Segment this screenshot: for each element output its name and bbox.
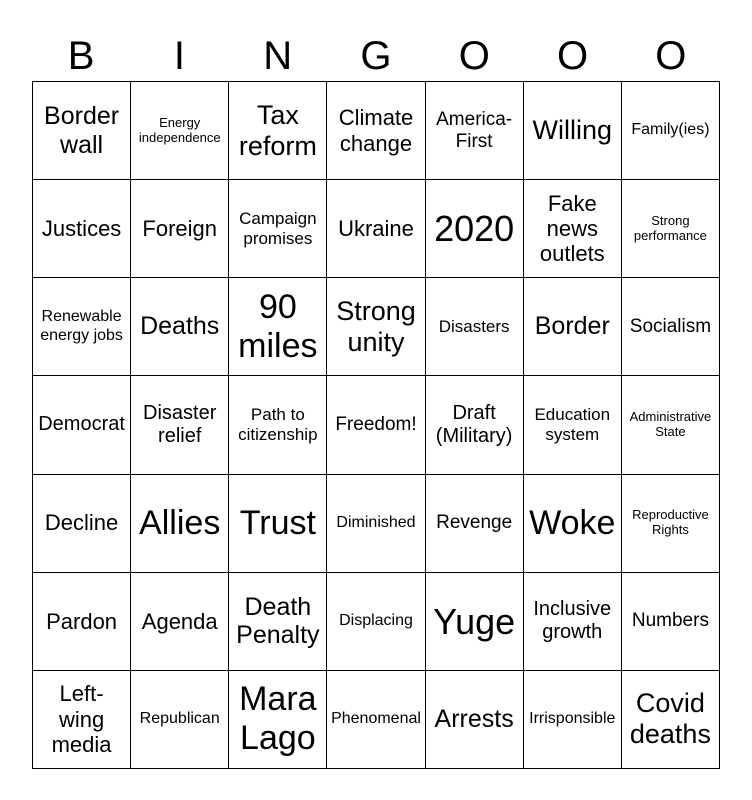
- bingo-cell[interactable]: Path to citizenship: [229, 376, 327, 474]
- bingo-cell[interactable]: Mara Lago: [229, 671, 327, 769]
- bingo-cell[interactable]: Tax reform: [229, 82, 327, 180]
- bingo-cell[interactable]: Border: [524, 278, 622, 376]
- bingo-cell[interactable]: Disasters: [426, 278, 524, 376]
- bingo-cell[interactable]: Fake news outlets: [524, 180, 622, 278]
- bingo-cell[interactable]: Diminished: [327, 475, 425, 573]
- bingo-cell[interactable]: Covid deaths: [622, 671, 720, 769]
- bingo-cell[interactable]: Draft (Military): [426, 376, 524, 474]
- bingo-cell[interactable]: 2020: [426, 180, 524, 278]
- bingo-cell[interactable]: Administrative State: [622, 376, 720, 474]
- bingo-cell[interactable]: Woke: [524, 475, 622, 573]
- header-letter-g: G: [360, 34, 392, 78]
- bingo-cell[interactable]: Displacing: [327, 573, 425, 671]
- bingo-cell[interactable]: Republican: [131, 671, 229, 769]
- bingo-cell[interactable]: Climate change: [327, 82, 425, 180]
- bingo-cell[interactable]: Irrisponsible: [524, 671, 622, 769]
- bingo-cell[interactable]: Left-wing media: [33, 671, 131, 769]
- bingo-cell[interactable]: Renewable energy jobs: [33, 278, 131, 376]
- bingo-cell[interactable]: Decline: [33, 475, 131, 573]
- bingo-cell[interactable]: Numbers: [622, 573, 720, 671]
- bingo-cell[interactable]: 90 miles: [229, 278, 327, 376]
- bingo-cell[interactable]: Border wall: [33, 82, 131, 180]
- bingo-cell[interactable]: Ukraine: [327, 180, 425, 278]
- bingo-cell[interactable]: Strong performance: [622, 180, 720, 278]
- bingo-cell[interactable]: Death Penalty: [229, 573, 327, 671]
- bingo-cell[interactable]: Arrests: [426, 671, 524, 769]
- header-letter-o-3: O: [655, 34, 687, 78]
- bingo-cell[interactable]: Phenomenal: [327, 671, 425, 769]
- bingo-cell[interactable]: Socialism: [622, 278, 720, 376]
- bingo-cell[interactable]: Strong unity: [327, 278, 425, 376]
- bingo-cell[interactable]: Reproductive Rights: [622, 475, 720, 573]
- bingo-cell[interactable]: Yuge: [426, 573, 524, 671]
- bingo-header: [32, 30, 720, 82]
- bingo-cell[interactable]: Revenge: [426, 475, 524, 573]
- bingo-cell[interactable]: Education system: [524, 376, 622, 474]
- bingo-cell[interactable]: Democrat: [33, 376, 131, 474]
- bingo-cell[interactable]: Disaster relief: [131, 376, 229, 474]
- bingo-cell[interactable]: Campaign promises: [229, 180, 327, 278]
- bingo-cell[interactable]: Inclusive growth: [524, 573, 622, 671]
- bingo-cell[interactable]: Family(ies): [622, 82, 720, 180]
- header-letter-n: N: [263, 34, 293, 78]
- bingo-cell[interactable]: Willing: [524, 82, 622, 180]
- header-letter-o-1: O: [458, 34, 490, 78]
- bingo-cell[interactable]: Freedom!: [327, 376, 425, 474]
- header-letter-i: I: [173, 34, 185, 78]
- bingo-cell[interactable]: Energy independence: [131, 82, 229, 180]
- bingo-cell[interactable]: Foreign: [131, 180, 229, 278]
- bingo-cell[interactable]: America-First: [426, 82, 524, 180]
- bingo-cell[interactable]: Deaths: [131, 278, 229, 376]
- bingo-cell[interactable]: Pardon: [33, 573, 131, 671]
- header-letter-b: B: [67, 34, 95, 78]
- bingo-cell[interactable]: Justices: [33, 180, 131, 278]
- bingo-cell[interactable]: Agenda: [131, 573, 229, 671]
- bingo-cell[interactable]: Trust: [229, 475, 327, 573]
- header-letter-o-2: O: [556, 34, 589, 78]
- bingo-card: [32, 81, 720, 769]
- bingo-cell[interactable]: Allies: [131, 475, 229, 573]
